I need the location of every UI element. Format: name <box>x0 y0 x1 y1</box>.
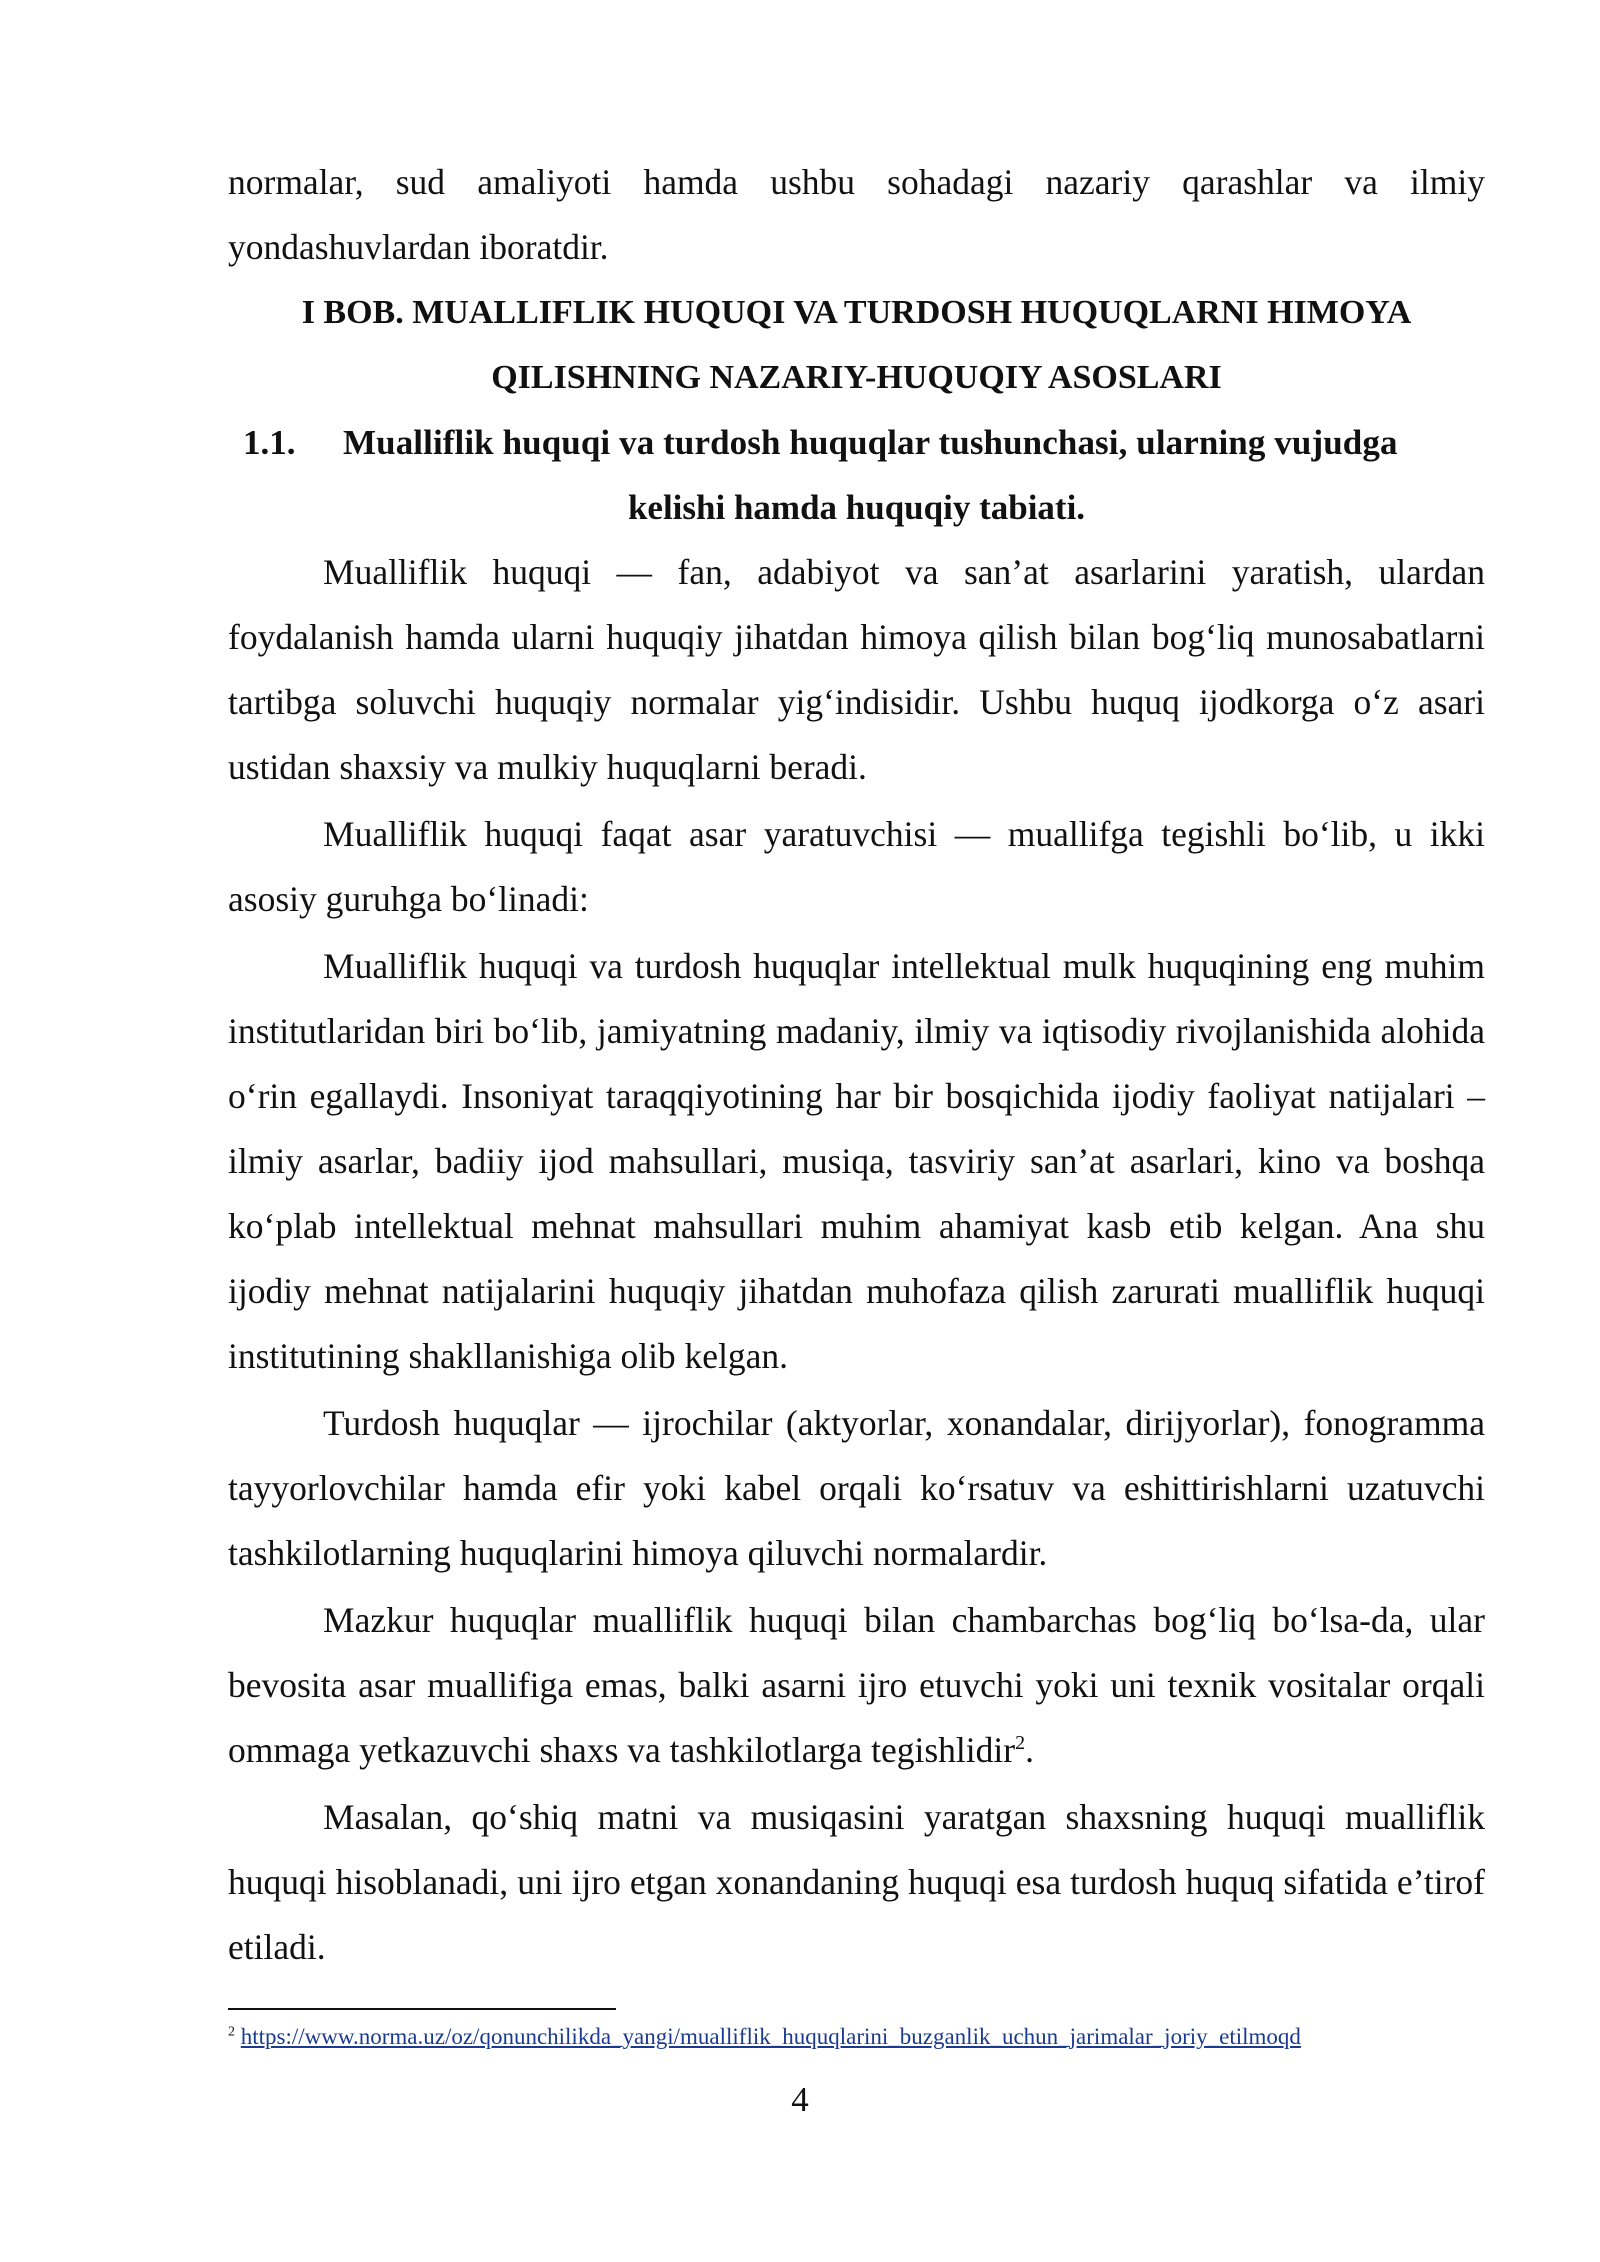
section-heading <box>228 410 1485 540</box>
page-number: 4 <box>791 2080 809 2119</box>
section-number: 1.1. <box>243 423 296 462</box>
footnote-reference[interactable]: 2 <box>1015 1732 1026 1755</box>
footnote-separator <box>228 2008 616 2010</box>
body-paragraph-6: Masalan, qo‘shiq matni va musiqasini yaratgan shaxsning huquqi mualliflik huquqi hisoblanadi, uni ijro etgan xonandaning huquqi esa turdosh huquq sifatida e’tirof etiladi. <box>228 1797 1485 1967</box>
body-paragraph-5 <box>228 1588 1485 1783</box>
paragraph-text: Mazkur huquqlar mualliflik huquqi bilan chambarchas bog‘liq bo‘lsa-da, ular bevosita asar muallifiga emas, balki asarni ijro etuvchi yoki uni texnik vositalar orqali ommaga yetkazuvchi shaxs va tashkilotlarga tegishlidir <box>228 1600 1485 1770</box>
footnote-link[interactable]: https://www.norma.uz/oz/qonunchilikda_yangi/mualliflik_huquqlarini_buzganlik_uchun_jarimalar_joriy_etilmoqd <box>240 2024 1301 2049</box>
chapter-heading-line-1: I BOB. MUALLIFLIK HUQUQI VA TURDOSH HUQUQLARNI HIMOYA <box>301 294 1412 331</box>
body-paragraph-1: Mualliflik huquqi — fan, adabiyot va san’at asarlarini yaratish, ulardan foydalanish hamda ularni huquqiy jihatdan himoya qilish bilan bog‘liq munosabatlarni tartibga soluvchi huquqiy normalar yig‘indisidir. Ushbu huquq ijodkorga o‘z asari ustidan shaxsiy va mulkiy huquqlarni beradi. <box>228 552 1485 787</box>
page-body <box>228 150 1485 1980</box>
continued-paragraph: normalar, sud amaliyoti hamda ushbu sohadagi nazariy qarashlar va ilmiy yondashuvlardan iboratdir. <box>228 162 1485 267</box>
footnote <box>228 2020 1528 2054</box>
chapter-heading <box>218 280 1495 410</box>
paragraph-end: . <box>1025 1730 1034 1770</box>
body-paragraph-2: Mualliflik huquqi faqat asar yaratuvchisi — muallifga tegishli bo‘lib, u ikki asosiy guruhga bo‘linadi: <box>228 814 1485 919</box>
body-paragraph-3: Mualliflik huquqi va turdosh huquqlar intellektual mulk huquqining eng muhim institutlaridan biri bo‘lib, jamiyatning madaniy, ilmiy va iqtisodiy rivojlanishida alohida o‘rin egallaydi. Insoniyat taraqqiyotining har bir bosqichida ijodiy faoliyat natijalari – ilmiy asarlar, badiiy ijod mahsullari, musiqa, tasviriy san’at asarlari, kino va boshqa ko‘plab intellektual mehnat mahsullari muhim ahamiyat kasb etib kelgan. Ana shu ijodiy mehnat natijalarini huquqiy jihatdan muhofaza qilish zarurati mualliflik huquqi institutining shakllanishiga olib kelgan. <box>228 946 1485 1376</box>
section-title-line-1: Mualliflik huquqi va turdosh huquqlar tushunchasi, ularning vujudga <box>343 423 1398 462</box>
chapter-heading-line-2: QILISHNING NAZARIY-HUQUQIY ASOSLARI <box>491 359 1222 396</box>
section-title-line-2: kelishi hamda huquqiy tabiati. <box>627 488 1086 527</box>
footnote-mark: 2 <box>228 2024 235 2040</box>
body-paragraph-4: Turdosh huquqlar — ijrochilar (aktyorlar, xonandalar, dirijyorlar), fonogramma tayyorlovchilar hamda efir yoki kabel orqali ko‘rsatuv va eshittirishlarni uzatuvchi tashkilotlarning huquqlarini himoya qiluvchi normalardir. <box>228 1403 1485 1573</box>
